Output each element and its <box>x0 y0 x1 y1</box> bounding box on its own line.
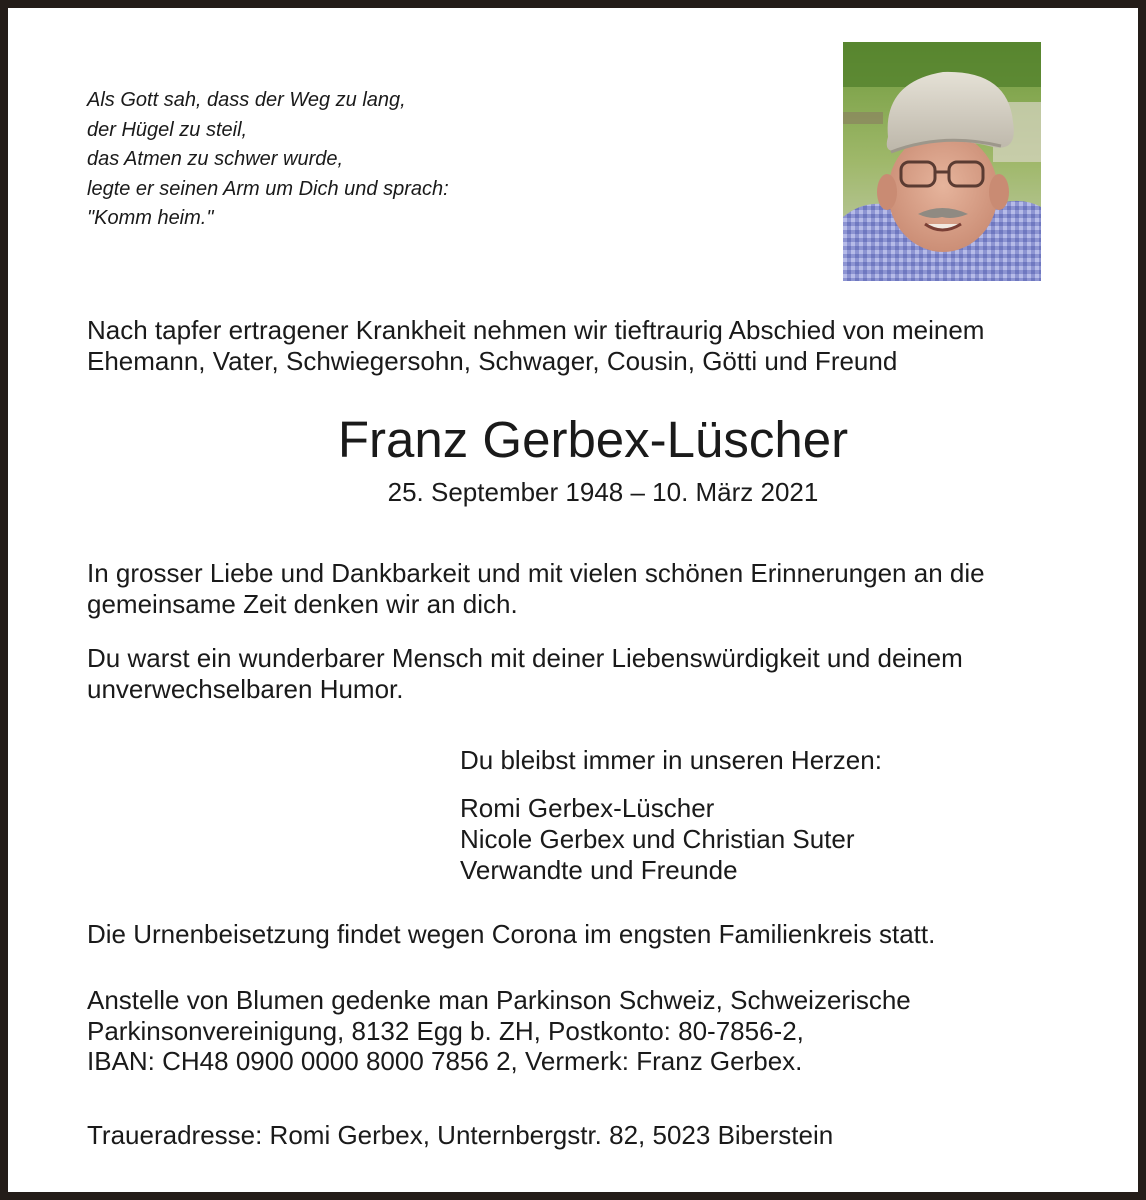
tribute-line: Du warst ein wunderbarer Mensch mit deiner Liebenswürdigkeit und deinem <box>87 643 963 673</box>
mourners-list <box>460 793 855 886</box>
intro-line: Ehemann, Vater, Schwiegersohn, Schwager, Cousin, Götti und Freund <box>87 345 898 376</box>
memory-paragraph <box>87 558 985 619</box>
verse <box>87 86 449 234</box>
donation-line: Parkinsonvereinigung, 8132 Egg b. ZH, Postkonto: 80-7856-2, <box>87 1015 804 1046</box>
mourners-heading: Du bleibst immer in unseren Herzen: <box>460 745 882 775</box>
mourning-address: Traueradresse: Romi Gerbex, Unternbergstr. 82, 5023 Biberstein <box>87 1120 834 1150</box>
tribute-line: unverwechselbaren Humor. <box>87 673 404 704</box>
donation-line: Anstelle von Blumen gedenke man Parkinson Schweiz, Schweizerische <box>87 985 911 1015</box>
mourner-name: Romi Gerbex-Lüscher <box>460 793 715 823</box>
verse-line: "Komm heim." <box>87 207 214 229</box>
verse-line: der Hügel zu steil, <box>87 118 248 141</box>
intro-line: Nach tapfer ertragener Krankheit nehmen wir tieftraurig Abschied von meinem <box>87 315 985 345</box>
memory-line: In grosser Liebe und Dankbarkeit und mit vielen schönen Erinnerungen an die <box>87 558 985 588</box>
deceased-name: Franz Gerbex-Lüscher <box>337 411 849 468</box>
verse-line: legte er seinen Arm um Dich und sprach: <box>87 177 449 200</box>
donation-notice <box>87 985 911 1077</box>
burial-notice: Die Urnenbeisetzung findet wegen Corona im engsten Familienkreis statt. <box>87 919 936 949</box>
verse-line: Als Gott sah, dass der Weg zu lang, <box>87 89 406 111</box>
memory-line: gemeinsame Zeit denken wir an dich. <box>87 588 518 619</box>
tribute-paragraph <box>87 643 963 704</box>
intro-paragraph <box>87 315 984 376</box>
verse-line: das Atmen zu schwer wurde, <box>87 148 344 170</box>
portrait-photo <box>843 42 1041 281</box>
donation-line: IBAN: CH48 0900 0000 8000 7856 2, Vermerk: Franz Gerbex. <box>87 1046 803 1076</box>
mourner-name: Verwandte und Freunde <box>460 855 738 885</box>
life-dates: 25. September 1948 – 10. März 2021 <box>387 477 819 507</box>
mourner-name: Nicole Gerbex und Christian Suter <box>460 824 855 854</box>
